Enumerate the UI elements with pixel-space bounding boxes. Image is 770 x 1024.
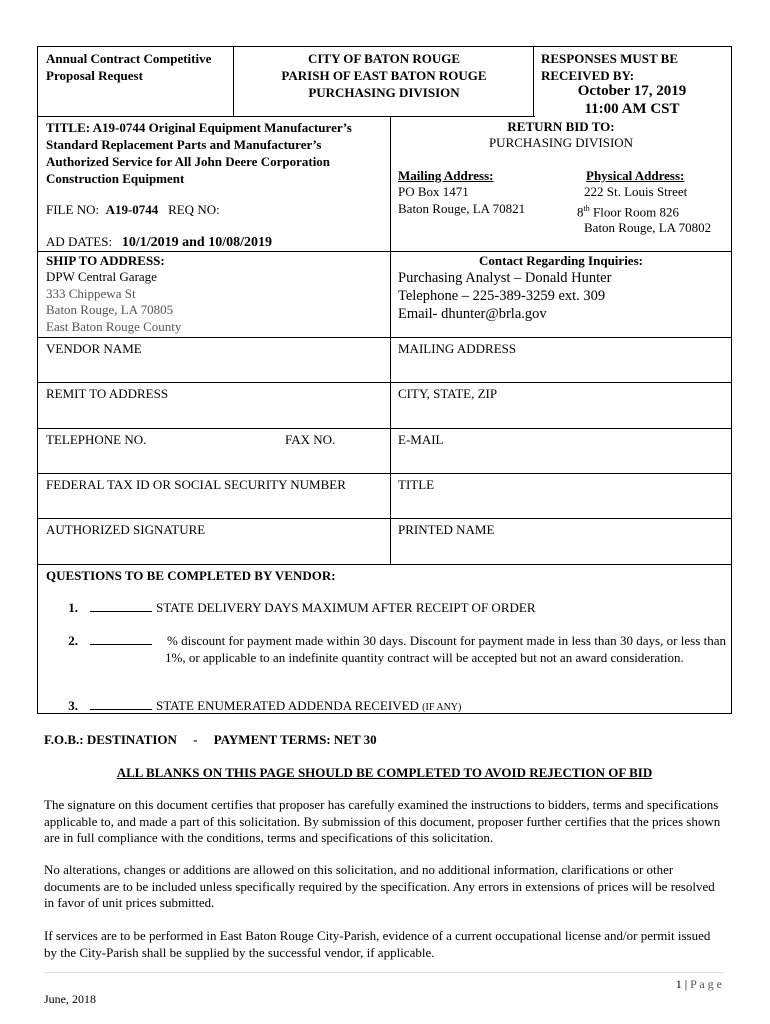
q2-blank[interactable] — [90, 633, 152, 645]
questions-heading: QUESTIONS TO BE COMPLETED BY VENDOR: — [46, 568, 336, 583]
city-state-zip-field[interactable]: CITY, STATE, ZIP — [398, 386, 498, 401]
tax-id-field[interactable]: FEDERAL TAX ID OR SOCIAL SECURITY NUMBER — [46, 477, 346, 492]
completion-warning: ALL BLANKS ON THIS PAGE SHOULD BE COMPLETED TO AVOID REJECTION OF BID — [116, 765, 653, 780]
file-number: A19-0744 — [105, 202, 159, 217]
row-line-ship — [37, 251, 732, 252]
row-line-tax — [37, 473, 732, 474]
column-divider — [390, 116, 391, 565]
question-3: 3. STATE ENUMERATED ADDENDA RECEIVED (IF ANY) — [68, 698, 462, 713]
contact-info: Purchasing Analyst – Donald Hunter Telephone – 225-389-3259 ext. 309 Email- dhunter@brla.gov — [398, 270, 612, 322]
q1-blank[interactable] — [90, 600, 152, 612]
page-number: 1 | P a g e — [675, 977, 722, 991]
fax-field[interactable]: FAX NO. — [285, 432, 336, 447]
agency-name: CITY OF BATON ROUGE PARISH OF EAST BATON ROUGE PURCHASING DIVISION — [281, 51, 487, 100]
mailing-address-label: Mailing Address: — [398, 168, 494, 183]
ship-to-heading: SHIP TO ADDRESS: — [46, 253, 165, 268]
ad-dates-line: AD DATES: 10/1/2019 and 10/08/2019 — [46, 234, 272, 250]
alterations-paragraph: No alterations, changes or additions are allowed on this solicitation, and no additional information, clarifications or other documents are to be included unless specifically required by the specification. Any errors in extensions of prices will be resolved in favor of unit prices submitted. — [44, 862, 715, 910]
row-line-phone — [37, 428, 732, 429]
certification-paragraph: The signature on this document certifies that proposer has carefully examined the instructions to bidders, terms and specifications applicable to, and made a part of this solicitation. By submission of this document, proposer further certifies that the prices shown are in full compliance with the conditions, terms and specifications of this solicitation. — [44, 797, 721, 845]
due-date: October 17, 2019 11:00 AM CST — [577, 83, 687, 117]
proposal-type: Annual Contract Competitive Proposal Request — [46, 51, 212, 83]
question-1: 1. STATE DELIVERY DAYS MAXIMUM AFTER RECEIPT OF ORDER — [68, 600, 536, 615]
q3-blank[interactable] — [90, 698, 152, 710]
table-border-left — [37, 46, 38, 714]
footer-rule — [44, 972, 724, 973]
response-due: RESPONSES MUST BE RECEIVED BY: — [541, 51, 679, 83]
table-border-top — [37, 46, 732, 47]
footer-date: June, 2018 — [44, 992, 96, 1006]
physical-address: 222 St. Louis Street 8th Floor Room 826 Baton Rouge, LA 70802 — [577, 184, 712, 236]
ship-to-address: DPW Central Garage 333 Chippewa St Baton Rouge, LA 70805 East Baton Rouge County — [46, 269, 182, 334]
file-number-line: FILE NO: A19-0744 REQ NO: — [46, 202, 220, 217]
table-border-right — [731, 46, 732, 714]
return-bid-division: PURCHASING DIVISION — [488, 135, 634, 150]
ad-dates: 10/1/2019 and 10/08/2019 — [121, 235, 272, 250]
row-line-vendor — [37, 337, 732, 338]
physical-address-label: Physical Address: — [586, 168, 685, 183]
printed-name-field[interactable]: PRINTED NAME — [398, 522, 495, 537]
solicitation-title: TITLE: A19-0744 Original Equipment Manufacturer’s Standard Replacement Parts and Manufacturer’s Authorized Service for All John Deere Corporation Construction Equipment — [46, 120, 352, 186]
header-row-bottom — [37, 116, 535, 117]
return-bid-heading: RETURN BID TO: — [507, 119, 615, 134]
remit-to-field[interactable]: REMIT TO ADDRESS — [46, 386, 169, 401]
contact-heading: Contact Regarding Inquiries: — [479, 253, 643, 268]
mailing-address-field[interactable]: MAILING ADDRESS — [398, 341, 517, 356]
row-line-remit — [37, 382, 732, 383]
row-line-sign — [37, 518, 732, 519]
vendor-name-field[interactable]: VENDOR NAME — [46, 341, 142, 356]
signature-field[interactable]: AUTHORIZED SIGNATURE — [46, 522, 206, 537]
email-field[interactable]: E-MAIL — [398, 432, 444, 447]
row-line-questions — [37, 564, 732, 565]
title-field[interactable]: TITLE — [398, 477, 435, 492]
license-paragraph: If services are to be performed in East Baton Rouge City-Parish, evidence of a current occupational license and/or permit issued by the City-Parish shall be supplied by the successful vendor, if applicable. — [44, 928, 711, 960]
fob-terms: F.O.B.: DESTINATION - PAYMENT TERMS: NET 30 — [44, 732, 377, 747]
mailing-address: PO Box 1471 Baton Rouge, LA 70821 — [398, 184, 526, 216]
telephone-field[interactable]: TELEPHONE NO. — [46, 432, 147, 447]
